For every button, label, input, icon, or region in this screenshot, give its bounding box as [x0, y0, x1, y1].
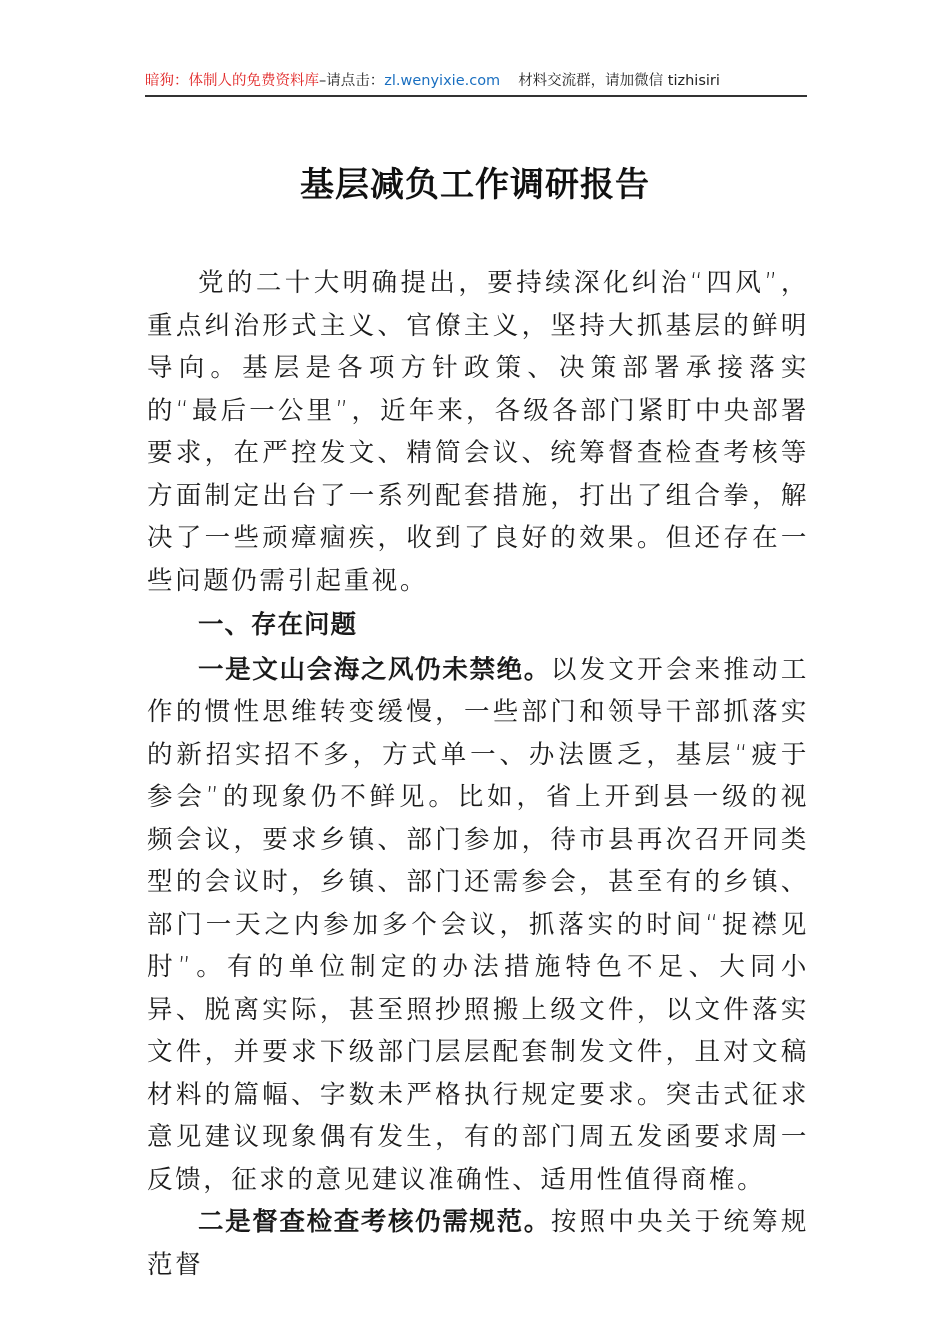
section-heading: 一、存在问题 — [198, 610, 358, 640]
paragraph-lead: 一是文山会海之风仍未禁绝。 — [198, 654, 551, 685]
body-paragraph — [147, 1201, 809, 1286]
paragraph-text: 以发文开会来推动工作的惯性思维转变缓慢，一些部门和领导干部抓落实的新招实招不多，方式单一、办法匮乏，基层“疲于参会”的现象仍不鲜见。比如，省上开到县一级的视频会议，要求乡镇、部门参加，待市县再次召开同类型的会议时，乡镇、部门还需参会，甚至有的乡镇、部门一天之内参加多个会议，抓落实的时间“捉襟见肘”。有的单位制定的办法措施特色不足、大同小异、脱离实际，甚至照抄照搬上级文件，以文件落实文件，并要求下级部门层层配套制发文件，且对文稿材料的篇幅、字数未严格执行规定要求。突击式征求意见建议现象偶有发生，有的部门周五发函要求周一反馈，征求的意见建议准确性、适用性值得商榷。 — [147, 654, 809, 1195]
watermark-header — [145, 70, 807, 94]
click-prompt: –请点击： — [319, 73, 385, 89]
group-note: 材料交流群，请加微信 tizhisiri — [518, 73, 720, 89]
intro-paragraph: 党的二十大明确提出，要持续深化纠治“四风”，重点纠治形式主义、官僚主义，坚持大抓基层的鲜明导向。基层是各项方针政策、决策部署承接落实的“最后一公里”，近年来，各级各部门紧盯中央部署要求，在严控发文、精简会议、统筹督查检查考核等方面制定出台了一系列配套措施，打出了组合拳，解决了一些顽瘴痼疾，收到了良好的效果。但还存在一些问题仍需引起重视。 — [147, 268, 809, 596]
document-body — [147, 262, 809, 1286]
site-link[interactable]: zl.wenyixie.com — [384, 73, 501, 89]
body-paragraph — [147, 649, 809, 1202]
site-name: 暗狗：体制人的免费资料库 — [145, 73, 319, 89]
document-title: 基层减负工作调研报告 — [300, 165, 650, 205]
paragraph-text: 按照中央关于统筹规范督 — [147, 1207, 809, 1280]
paragraph-lead: 二是督查检查考核仍需规范。 — [198, 1207, 551, 1237]
header-rule — [145, 95, 807, 97]
